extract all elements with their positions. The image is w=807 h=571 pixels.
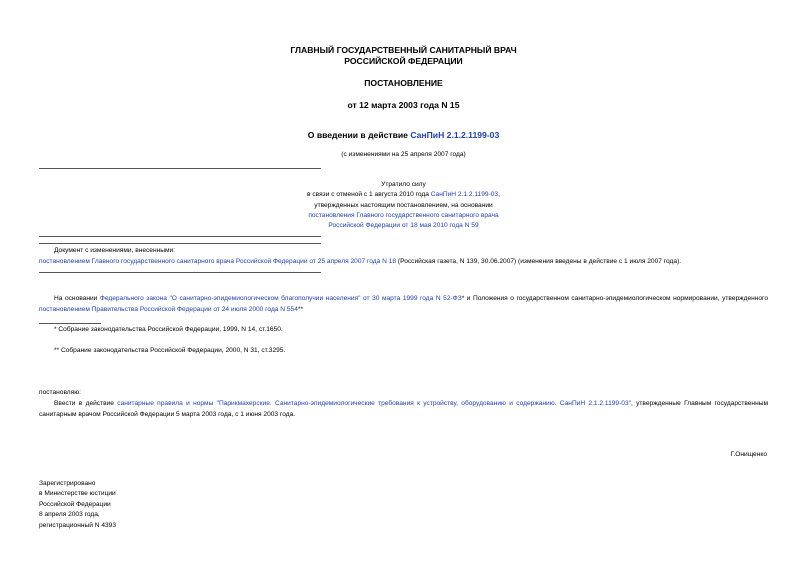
footnote-divider	[39, 323, 101, 324]
divider	[39, 243, 321, 244]
footnote-2: ** Собрание законодательства Российской Федерации, 2000, N 31, ст.3295.	[54, 347, 286, 354]
registration-line-3: Российской Федерации	[39, 500, 111, 508]
title-sanpin-link[interactable]: СанПиН 2.1.2.1199-03	[410, 130, 500, 140]
divider	[39, 272, 321, 273]
federal-law-link[interactable]: Федерального закона "О санитарно-эпидемиологическом благополучии населения" от 30 марта 1999 года N 52-ФЗ	[99, 295, 462, 302]
registration-line-2: в Министерстве юстиции	[39, 490, 116, 498]
divider	[39, 168, 321, 169]
status-repeal-link-1[interactable]: постановления Главного государственного санитарного врача	[308, 212, 499, 219]
resolution-suffix: , утвержденные Главным государственным санитарным врачом Российской Федерации 5 марта 2003 года, с 1 июня 2003 года.	[39, 400, 768, 418]
title-prefix: О введении в действие	[307, 130, 411, 140]
status-sanpin-link[interactable]: СанПиН 2.1.2.1199-03	[430, 191, 499, 198]
basis-paragraph	[39, 293, 768, 315]
document-type: ПОСТАНОВЛЕНИЕ	[364, 78, 443, 88]
status-line-2-suffix: ,	[498, 191, 500, 198]
resolution-prefix: Ввести в действие	[54, 400, 118, 407]
footnote-1: * Собрание законодательства Российской Федерации, 1999, N 14, ст.1650.	[54, 326, 283, 333]
basis-prefix: На основании	[54, 295, 100, 302]
divider	[39, 236, 321, 237]
changes-label: Документ с изменениями, внесенными:	[54, 247, 176, 254]
status-line-3: утвержденных настоящим постановлением, на основании	[314, 202, 493, 209]
registration-block	[39, 479, 116, 531]
government-decree-link[interactable]: постановлением Правительства Российской Федерации от 24 июля 2000 года N 554	[39, 306, 298, 313]
document-title	[0, 130, 807, 140]
signature: Г.Онищенко	[730, 451, 767, 458]
document-date-number: от 12 марта 2003 года N 15	[347, 100, 460, 110]
changes-suffix: (Российская газета, N 139, 30.06.2007) (изменения введены в действие с 1 июля 2007 года).	[396, 258, 682, 265]
status-repeal-link-2[interactable]: Российской Федерации от 18 мая 2010 года N 59	[328, 222, 479, 229]
resolution-label: постановляю:	[39, 389, 82, 396]
registration-line-5: регистрационный N 4393	[39, 521, 117, 529]
registration-line-4: 8 апреля 2003 года,	[39, 511, 100, 519]
basis-mid: * и Положения о государственном санитарно-эпидемиологическом нормировании, утвержденного	[461, 295, 768, 302]
status-line-2-prefix: в связи с отменой с 1 августа 2010 года	[307, 191, 431, 198]
changes-link[interactable]: постановлением Главного государственного санитарного врача Российской Федерации от 25 апреля 2007 года N 18	[39, 258, 397, 265]
resolution-paragraph	[39, 398, 768, 420]
status-line-1: Утратило силу	[381, 181, 426, 188]
sanpin-rules-link[interactable]: санитарные правила и нормы "Парикмахерские. Санитарно-эпидемиологические требования к устройству, оборудованию и содержанию. СанПиН 2.1.2.1199-03"	[117, 400, 631, 407]
issuer-line-2: РОССИЙСКОЙ ФЕДЕРАЦИИ	[344, 56, 463, 66]
changes-line	[39, 257, 681, 268]
registration-line-1: Зарегистрировано	[39, 480, 96, 487]
issuer-line-1: ГЛАВНЫЙ ГОСУДАРСТВЕННЫЙ САНИТАРНЫЙ ВРАЧ	[290, 45, 517, 55]
amendments-note: (с изменениями на 25 апреля 2007 года)	[341, 151, 466, 158]
status-line-2	[0, 190, 807, 201]
basis-suffix: **	[297, 306, 304, 313]
